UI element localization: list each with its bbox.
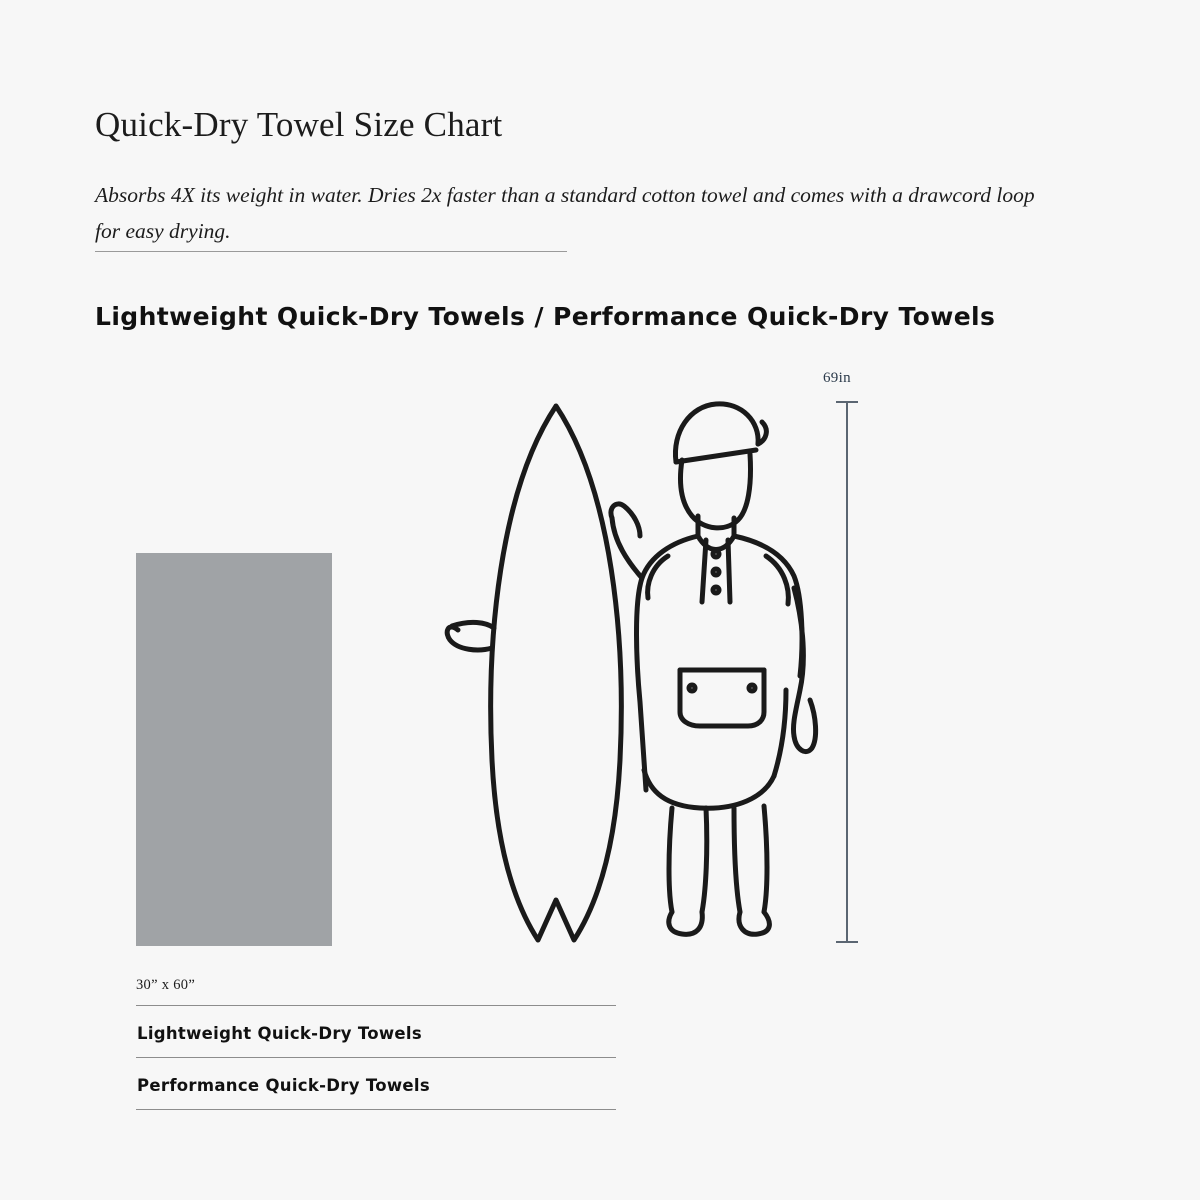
towel-size-caption: 30” x 60”	[136, 977, 196, 993]
header-divider	[95, 251, 567, 252]
figure-leg-right-outer	[764, 806, 767, 912]
figure-button-2	[713, 569, 719, 575]
figure-foot-left	[669, 912, 702, 934]
figure-shirt-left	[637, 536, 699, 790]
figure-leg-left-inner	[702, 808, 707, 912]
legend-row	[136, 1005, 616, 1057]
figure-face	[680, 454, 750, 528]
page-subtitle: Absorbs 4X its weight in water. Dries 2x faster than a standard cotton towel and comes with a drawcord loop for easy drying.	[95, 182, 1035, 243]
section-heading: Lightweight Quick-Dry Towels / Performance Quick-Dry Towels	[95, 301, 996, 331]
surfboard-fin	[447, 627, 492, 650]
surfboard-outline	[491, 406, 622, 940]
figure-button-1	[713, 551, 719, 557]
figure-leg-left-outer	[669, 808, 672, 912]
legend-label-performance: Performance Quick-Dry Towels	[137, 1076, 430, 1095]
surfer-illustration	[0, 340, 1200, 980]
figure-shirt-hem-right	[774, 690, 786, 776]
towel-legend	[136, 1005, 616, 1110]
figure-cap-band	[676, 450, 756, 462]
figure-shirt-hem	[644, 770, 774, 808]
height-dimension-line	[836, 402, 858, 942]
page-title: Quick-Dry Towel Size Chart	[95, 105, 503, 145]
figure-button-3	[713, 587, 719, 593]
height-dimension-label: 69in	[823, 370, 851, 386]
figure-pocket-dot-right	[749, 685, 755, 691]
figure-leg-right-inner	[734, 808, 740, 912]
figure-pocket	[680, 670, 764, 726]
figure-foot-right	[739, 912, 769, 934]
figure-pocket-dot-left	[689, 685, 695, 691]
legend-label-lightweight: Lightweight Quick-Dry Towels	[137, 1024, 422, 1043]
legend-row	[136, 1057, 616, 1110]
